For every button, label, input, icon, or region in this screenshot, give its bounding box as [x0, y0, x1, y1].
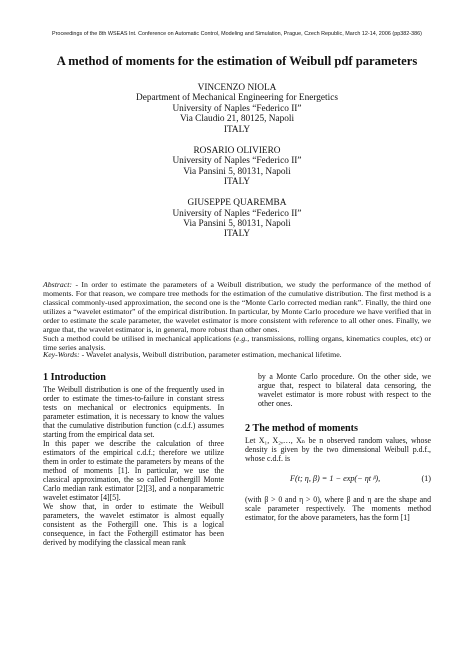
paragraph: Let X₁, X₂,…, Xₙ be n observed random values, whose density is given by the two dimensional Weibull p.d.f., whose c.d.f. is [245, 436, 431, 464]
abstract-text: Such a method could be utilised in mechanical applications ( [43, 334, 236, 344]
keywords-label: Key-Words: [43, 350, 80, 359]
paragraph: In this paper we describe the calculation of three estimators of the empirical c.d.f.; therefore we utilize them in order to estimate the parameters by means of the method of moments [1]. In particular, we use the classical approximation, the so called Fothergill Monte Carlo median rank estimator [2][3], and a nonparametric wavelet estimator [4][5]. [43, 439, 224, 503]
section-heading: 2 The method of moments [245, 423, 359, 435]
column-spacer [245, 408, 431, 423]
section-heading: 1 Introduction [43, 372, 106, 383]
paragraph: (with β > 0 and η > 0), where β and η are the shape and scale parameter respectively. The moments method estimator, for the above parameters, has the form [1] [245, 495, 431, 523]
abstract-text: - In order to estimate the parameters of a Weibull distribution, we study the performance of the method of moments. For that reason, we compare tree methods for the estimation of the cumulative distribution. The first method is a classical commonly-used approximation, the second one is the “Monte Carlo corrected median rank”. Finally, the third one utilizes a “wavelet estimator” of the empirical distribution. In particular, by Monte Carlo procedure we have verified that in order to estimate the scale parameter, the wavelet estimator is more consistent with reference to all other ones. Finally, we argue that, the wavelet estimator is, in general, more robust than other ones. [43, 280, 431, 335]
author-country: ITALY [223, 229, 251, 240]
paragraph: The Weibull distribution is one of the frequently used in order to estimate the times-to-failure in constant stress tests on mechanical or electronics equipments. In parameter estimation, it is necessary to know the values that the cumulative distribution function (c.d.f.) assumes starting from the empirical data set. [43, 385, 224, 440]
author-address: Via Pansini 5, 80131, Napoli [183, 218, 291, 229]
abstract-paragraph [43, 280, 431, 334]
author-list [0, 83, 474, 240]
keywords [43, 350, 431, 359]
author-block [0, 83, 474, 135]
equation [245, 469, 431, 491]
author-block [0, 198, 474, 240]
author-name: VINCENZO NIOLA [197, 83, 277, 93]
author-affiliation: University of Naples “Federico II” [172, 156, 302, 167]
author-country: ITALY [223, 177, 251, 188]
author-affiliation: Department of Mechanical Engineering for Energetics [136, 93, 338, 104]
right-column [245, 372, 431, 522]
proceedings-header: Proceedings of the 8th WSEAS Int. Conference on Automatic Control, Modeling and Simulation, Prague, Czech Republic, March 12-14, 2006 (pp382-386) [52, 31, 422, 37]
equation-body: F(t; η, β) = 1 − exp(− ηt ᵝ), [290, 474, 381, 484]
author-name: ROSARIO OLIVIERO [193, 145, 281, 156]
abstract-text: , transmissions, rolling organs, kinematics couples, etc) or time series analysis. [43, 334, 431, 353]
author-address: Via Pansini 5, 80131, Napoli [183, 166, 291, 177]
author-address: Via Claudio 21, 80125, Napoli [179, 114, 295, 125]
author-name: GIUSEPPE QUAREMBA [187, 198, 287, 209]
abstract-text: e.g. [235, 334, 248, 344]
author-country: ITALY [223, 124, 251, 135]
author-affiliation: University of Naples “Federico II” [172, 103, 302, 114]
paper-title: A method of moments for the estimation of Weibull pdf parameters [56, 54, 418, 68]
author-affiliation: University of Naples “Federico II” [172, 208, 302, 219]
left-column [43, 372, 224, 547]
keywords-text: - Wavelet analysis, Weibull distribution, parameter estimation, mechanical lifetime. [81, 350, 342, 359]
abstract [43, 280, 431, 352]
paragraph: We show that, in order to estimate the Weibull parameters, the wavelet estimator is almost equally consistent as the Fothergill one. This is a logical consequence, in fact the Fothergill estimator has been derived by modifying the classical mean rank [43, 502, 224, 548]
abstract-label: Abstract: [43, 280, 73, 289]
paragraph: by a Monte Carlo procedure. On the other side, we argue that, respect to bilateral data censoring, the wavelet estimator is more robust with respect to the other ones. [258, 372, 431, 409]
author-block [0, 146, 474, 188]
equation-number: (1) [421, 474, 431, 484]
